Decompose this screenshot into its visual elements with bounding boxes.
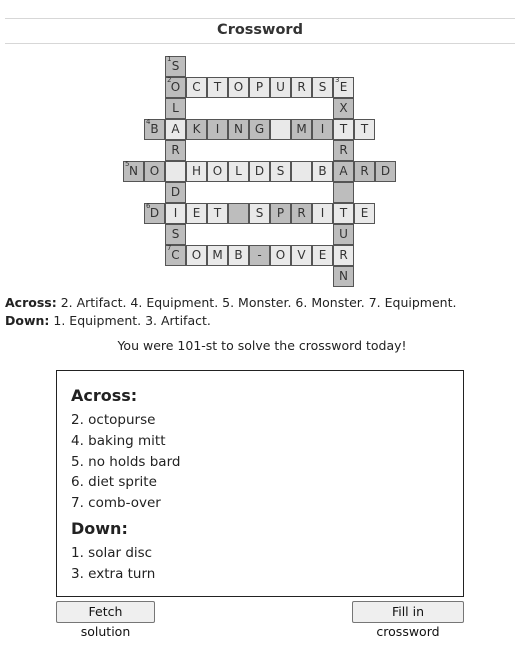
cell-letter: R: [360, 164, 369, 178]
grid-cell[interactable]: [207, 119, 228, 140]
cell-letter: I: [320, 122, 325, 136]
grid-cell[interactable]: [270, 245, 291, 266]
grid-cell[interactable]: [165, 77, 186, 98]
cell-letter: O: [149, 164, 160, 178]
cell-letter: I: [320, 206, 325, 220]
clue-number: 1: [167, 55, 172, 63]
grid-cell[interactable]: [186, 77, 207, 98]
grid-cell[interactable]: [333, 98, 354, 119]
cell-letter: N: [129, 164, 138, 178]
grid-cell[interactable]: [354, 161, 375, 182]
cell-letter: D: [254, 164, 265, 178]
answers-panel: [56, 370, 464, 597]
answer-item: 3. extra turn: [71, 565, 156, 582]
cell-letter: N: [234, 122, 243, 136]
grid-cell[interactable]: [165, 98, 186, 119]
cell-letter: R: [297, 80, 306, 94]
grid-cell[interactable]: [291, 119, 312, 140]
grid-cell[interactable]: [207, 203, 228, 224]
grid-cell[interactable]: [291, 77, 312, 98]
clue-number: 7: [167, 244, 172, 252]
grid-cell[interactable]: [333, 245, 354, 266]
grid-cell[interactable]: [228, 203, 249, 224]
cell-letter: B: [150, 122, 159, 136]
answer-item: 6. diet sprite: [71, 474, 157, 491]
cell-letter: X: [339, 101, 348, 115]
cell-letter: K: [192, 122, 201, 136]
grid-cell[interactable]: [333, 77, 354, 98]
grid-cell[interactable]: [165, 182, 186, 203]
cell-letter: O: [170, 80, 181, 94]
grid-cell[interactable]: [186, 245, 207, 266]
cell-letter: D: [149, 206, 160, 220]
grid-cell[interactable]: [312, 245, 333, 266]
cell-letter: M: [212, 248, 223, 262]
cell-letter: O: [191, 248, 202, 262]
cell-letter: I: [173, 206, 178, 220]
grid-cell[interactable]: [312, 119, 333, 140]
grid-cell[interactable]: [249, 161, 270, 182]
grid-cell[interactable]: [228, 77, 249, 98]
cell-letter: T: [213, 206, 222, 220]
grid-cell[interactable]: [291, 203, 312, 224]
answers-down-list: [71, 543, 449, 585]
answer-item: 1. solar disc: [71, 544, 153, 561]
grid-cell[interactable]: [333, 119, 354, 140]
answers-across-heading: Across:: [71, 386, 138, 405]
clue-number: 3: [335, 76, 340, 84]
cell-letter: S: [255, 206, 264, 220]
grid-cell[interactable]: [333, 266, 354, 287]
grid-cell[interactable]: [144, 119, 165, 140]
cell-letter: U: [276, 80, 285, 94]
grid-cell[interactable]: [186, 119, 207, 140]
grid-cell[interactable]: [186, 161, 207, 182]
grid-cell[interactable]: [207, 161, 228, 182]
grid-cell[interactable]: [333, 224, 354, 245]
grid-cell[interactable]: [249, 77, 270, 98]
grid-cell[interactable]: [165, 245, 186, 266]
grid-cell[interactable]: [123, 161, 144, 182]
cell-letter: G: [254, 122, 265, 136]
cell-letter: O: [275, 248, 286, 262]
cell-letter: T: [339, 122, 348, 136]
grid-cell[interactable]: [144, 203, 165, 224]
grid-cell[interactable]: [270, 161, 291, 182]
cell-letter: -: [257, 248, 262, 262]
grid-cell[interactable]: [165, 140, 186, 161]
cell-letter: S: [276, 164, 285, 178]
down-clues-text: 1. Equipment. 3. Artifact.: [49, 313, 211, 328]
cell-letter: N: [339, 269, 348, 283]
grid-cell[interactable]: [312, 203, 333, 224]
crossword-grid: [0, 0, 524, 300]
grid-cell[interactable]: [333, 161, 354, 182]
down-clues: [5, 313, 211, 329]
grid-cell[interactable]: [207, 245, 228, 266]
grid-cell[interactable]: [228, 161, 249, 182]
grid-cell[interactable]: [270, 203, 291, 224]
answer-item: 5. no holds bard: [71, 453, 181, 470]
grid-cell[interactable]: [333, 203, 354, 224]
clue-number: 4: [146, 118, 151, 126]
grid-cell[interactable]: [270, 77, 291, 98]
grid-cell[interactable]: [228, 245, 249, 266]
grid-cell[interactable]: [354, 119, 375, 140]
down-clues-label: Down:: [5, 313, 50, 328]
grid-cell[interactable]: [165, 224, 186, 245]
grid-cell[interactable]: [291, 161, 312, 182]
grid-cell[interactable]: [228, 119, 249, 140]
grid-cell[interactable]: [165, 161, 186, 182]
cell-letter: O: [212, 164, 223, 178]
cell-letter: S: [318, 80, 327, 94]
cell-letter: I: [215, 122, 220, 136]
grid-cell[interactable]: [333, 140, 354, 161]
cell-letter: B: [318, 164, 327, 178]
across-clues-label: Across:: [5, 295, 57, 310]
cell-letter: B: [234, 248, 243, 262]
grid-cell[interactable]: [354, 203, 375, 224]
cell-letter: R: [339, 143, 348, 157]
grid-cell[interactable]: [144, 161, 165, 182]
answers-down-heading: Down:: [71, 518, 128, 538]
grid-cell[interactable]: [312, 77, 333, 98]
cell-letter: T: [360, 122, 369, 136]
cell-letter: L: [172, 101, 179, 115]
answer-item: 2. octopurse: [71, 412, 156, 428]
fetch-solution-button[interactable]: Fetch solution: [56, 601, 155, 623]
cell-letter: R: [339, 248, 348, 262]
cell-letter: T: [213, 80, 222, 94]
grid-cell[interactable]: [312, 161, 333, 182]
cell-letter: M: [296, 122, 307, 136]
cell-letter: E: [339, 80, 348, 94]
cell-letter: R: [171, 143, 180, 157]
cell-letter: D: [380, 164, 391, 178]
cell-letter: C: [192, 80, 201, 94]
across-clues-text: 2. Artifact. 4. Equipment. 5. Monster. 6. Monster. 7. Equipment.: [56, 295, 457, 310]
cell-letter: C: [171, 248, 180, 262]
grid-cell[interactable]: [165, 56, 186, 77]
grid-cell[interactable]: [291, 245, 312, 266]
answer-item: 7. comb-over: [71, 495, 161, 512]
cell-letter: E: [192, 206, 201, 220]
cell-letter: A: [171, 122, 180, 136]
cell-letter: R: [297, 206, 306, 220]
cell-letter: P: [276, 206, 285, 220]
grid-cell[interactable]: [249, 119, 270, 140]
answers-across-list: [71, 410, 449, 514]
grid-cell[interactable]: [165, 119, 186, 140]
cell-letter: E: [360, 206, 369, 220]
grid-cell[interactable]: [186, 203, 207, 224]
cell-letter: U: [339, 227, 348, 241]
cell-letter: D: [170, 185, 181, 199]
cell-letter: T: [339, 206, 348, 220]
grid-cell[interactable]: [165, 203, 186, 224]
across-clues: [5, 295, 456, 311]
clue-number: 6: [146, 202, 151, 210]
cell-letter: O: [233, 80, 244, 94]
solved-message: You were 101-st to solve the crossword today!: [117, 338, 407, 353]
fill-in-crossword-button[interactable]: Fill in crossword: [352, 601, 464, 623]
grid-cell[interactable]: [249, 203, 270, 224]
grid-cell[interactable]: [270, 119, 291, 140]
cell-letter: A: [339, 164, 348, 178]
answer-item: 4. baking mitt: [71, 432, 166, 449]
grid-cell[interactable]: [207, 77, 228, 98]
clue-number: 2: [167, 76, 172, 84]
cell-letter: S: [171, 227, 180, 241]
cell-letter: S: [171, 59, 180, 73]
grid-cell[interactable]: [333, 182, 354, 203]
page-title: Crossword: [5, 18, 515, 44]
cell-letter: E: [318, 248, 327, 262]
cell-letter: V: [297, 248, 306, 262]
cell-letter: H: [191, 164, 202, 178]
cell-letter: P: [255, 80, 264, 94]
cell-letter: L: [235, 164, 242, 178]
grid-cell[interactable]: [375, 161, 396, 182]
grid-cell[interactable]: [249, 245, 270, 266]
clue-number: 5: [125, 160, 130, 168]
